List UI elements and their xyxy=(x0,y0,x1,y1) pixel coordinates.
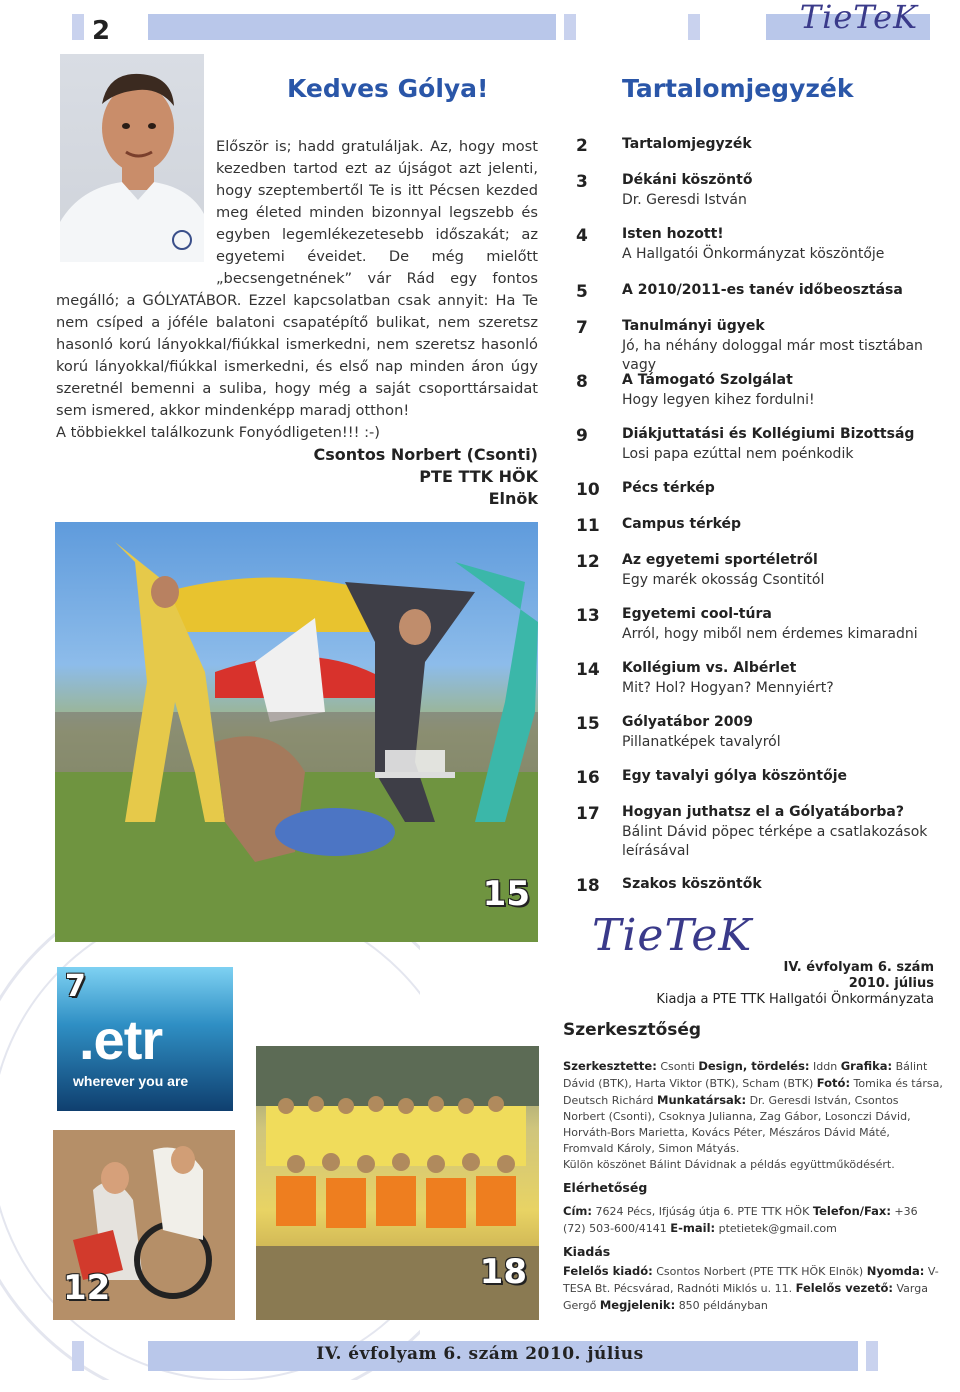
copies-value: 850 példányban xyxy=(678,1299,768,1312)
toc-title: Tartalomjegyzék xyxy=(622,74,854,103)
header-logo: TieTeK xyxy=(799,0,918,36)
toc-item-title: Gólyatábor 2009 xyxy=(622,714,754,730)
design-label: Design, tördelés: xyxy=(698,1059,810,1073)
issue-publisher: Kiadja a PTE TTK Hallgatói Önkormányzata xyxy=(656,992,934,1007)
toc-item-subtitle: Bálint Dávid pöpec térképe a csatlakozások leírásával xyxy=(622,824,928,859)
resp-editor-label: Felelős vezető: xyxy=(795,1281,894,1295)
toc-item-title: Tartalomjegyzék xyxy=(622,136,752,152)
toc-item-subtitle: Egy marék okosság Csontitól xyxy=(622,572,825,588)
address-label: Cím: xyxy=(563,1204,592,1218)
editorial-heading: Szerkesztőség xyxy=(563,1020,702,1040)
toc-page-number: 7 xyxy=(576,318,588,338)
staff-value: Dr. Geresdi István, Csontos Norbert (Csonti), Csoknya Julianna, Zag Gábor, Losonczi Dávid, Horváth-Bors Marietta, Kovács Péter, Mészáros Dávid Máté, Fromvald Károly, Simon Mátyás. xyxy=(563,1094,911,1155)
email-label: E-mail: xyxy=(670,1221,716,1235)
toc-page-number: 8 xyxy=(576,372,588,392)
signature-name: Csontos Norbert (Csonti) xyxy=(313,445,538,464)
etr-photo xyxy=(57,967,233,1111)
issue-info xyxy=(656,960,934,1008)
toc-page-number: 2 xyxy=(576,136,588,156)
toc-item-subtitle: Losi papa ezúttal nem poénkodik xyxy=(622,446,854,462)
toc-page-number: 3 xyxy=(576,172,588,192)
toc-page-number: 12 xyxy=(576,552,600,572)
toc-page-number: 5 xyxy=(576,282,588,302)
editor-value: Csonti xyxy=(660,1060,695,1073)
toc-page-number: 17 xyxy=(576,804,600,824)
phone-label: Telefon/Fax: xyxy=(812,1204,891,1218)
toc-item-subtitle: Mit? Hol? Hogyan? Mennyiért? xyxy=(622,680,834,696)
toc-page-number: 18 xyxy=(576,876,600,896)
contact-heading: Elérhetőség xyxy=(563,1180,648,1195)
toc-page-number: 14 xyxy=(576,660,600,680)
issue-date: 2010. július xyxy=(848,976,934,991)
toc-item-title: Pécs térkép xyxy=(622,480,715,496)
editor-label: Szerkesztette: xyxy=(563,1059,657,1073)
masthead-logo: TieTeK xyxy=(592,910,753,961)
toc-page-number: 11 xyxy=(576,516,600,536)
header-bar-right-small xyxy=(688,14,700,40)
issue-number: IV. évfolyam 6. szám xyxy=(783,960,934,975)
design-value: Iddn xyxy=(813,1060,838,1073)
photo-value: Tomika és társa, Deutsch Richárd xyxy=(563,1077,943,1107)
photo-label-7: 7 xyxy=(65,969,86,1004)
toc-item-subtitle: Dr. Geresdi István xyxy=(622,192,747,208)
printer-label: Nyomda: xyxy=(866,1264,925,1278)
toc-item-title: Campus térkép xyxy=(622,516,742,532)
header-bar-left-small xyxy=(72,14,84,40)
group-photo xyxy=(256,1046,539,1320)
toc-item-subtitle: Arról, hogy miből nem érdemes kimaradni xyxy=(622,626,918,642)
toc-item-subtitle: Jó, ha néhány dologgal már most tisztában vagy xyxy=(622,338,923,373)
toc-item-title: Egy tavalyi gólya köszöntője xyxy=(622,768,848,784)
publish-info xyxy=(563,1263,943,1314)
publisher-label: Felelős kiadó: xyxy=(563,1264,653,1278)
toc-item-title: Hogyan juthatsz el a Gólyatáborba? xyxy=(622,804,904,820)
header-bar-accent xyxy=(564,14,576,40)
toc-page-number: 15 xyxy=(576,714,600,734)
photo-label-18: 18 xyxy=(479,1252,527,1292)
toc-page-number: 13 xyxy=(576,606,600,626)
toc-item-subtitle: Hogy legyen kihez fordulni! xyxy=(622,392,815,408)
toc-item-title: Kollégium vs. Albérlet xyxy=(622,660,797,676)
intro-text xyxy=(56,136,538,444)
thanks-text: Külön köszönet Bálint Dávidnak a példás együttműködésért. xyxy=(563,1158,895,1171)
toc-page-number: 16 xyxy=(576,768,600,788)
footer-text: IV. évfolyam 6. szám 2010. július xyxy=(316,1344,644,1364)
toc-item-title: Az egyetemi sportéletről xyxy=(622,552,818,568)
toc-item-title: Egyetemi cool-túra xyxy=(622,606,772,622)
contact-info xyxy=(563,1203,943,1237)
toc-item-title: Isten hozott! xyxy=(622,226,724,242)
email-link[interactable]: ptetietek@gmail.com xyxy=(718,1222,837,1235)
toc-item-subtitle: Pillanatképek tavalyról xyxy=(622,734,781,750)
photo-label-15: 15 xyxy=(482,874,530,914)
toc-page-number: 4 xyxy=(576,226,588,246)
address-value: 7624 Pécs, Ifjúság útja 6. PTE TTK HÖK xyxy=(595,1205,810,1218)
gym-photo xyxy=(53,1130,235,1320)
etr-wordmark: .etr xyxy=(79,1008,163,1071)
portrait-text-wrap xyxy=(56,136,216,284)
toc-item-title: A 2010/2011-es tanév időbeosztása xyxy=(622,282,903,298)
toc-item-title: Dékáni köszöntő xyxy=(622,172,753,188)
toc-item-title: Szakos köszöntők xyxy=(622,876,762,892)
phone-value: +36 (72) 503-600/4141 xyxy=(563,1205,918,1235)
toc-item-subtitle: A Hallgatói Önkormányzat köszöntője xyxy=(622,246,885,262)
copies-label: Megjelenik: xyxy=(599,1298,676,1312)
festival-photo xyxy=(55,522,538,942)
photo-label-12: 12 xyxy=(63,1268,111,1308)
toc-page-number: 9 xyxy=(576,426,588,446)
toc-item-title: A Támogató Szolgálat xyxy=(622,372,793,388)
signature-org: PTE TTK HÖK xyxy=(419,467,538,486)
greeting-title: Kedves Gólya! xyxy=(287,74,489,103)
publisher-value: Csontos Norbert (PTE TTK HÖK Elnök) xyxy=(656,1265,864,1278)
resp-editor-value: Varga Gergő xyxy=(563,1282,928,1312)
printer-value: V-TESA Bt. Pécsvárad, Radnóti Miklós u. 11. xyxy=(563,1265,939,1295)
graphics-value: Bálint Dávid (BTK), Harta Viktor (BTK), Scham (BTK) xyxy=(563,1060,928,1090)
etr-tagline: wherever you are xyxy=(73,1073,189,1089)
toc-item-title: Diákjuttatási és Kollégiumi Bizottság xyxy=(622,426,915,442)
staff-label: Munkatársak: xyxy=(657,1093,747,1107)
toc-item-title: Tanulmányi ügyek xyxy=(622,318,765,334)
signature-role: Elnök xyxy=(488,489,538,508)
signature-block xyxy=(314,444,538,510)
header-bar-main xyxy=(148,14,556,40)
photo-label: Fotó: xyxy=(816,1076,851,1090)
intro-paragraph: Először is; hadd gratuláljak. Az, hogy most kezedben tartod ezt az újságot azt jelenti, hogy szeptembertől Te is itt Pécsen kezded meg életed minden bizonnyal legszebb és egyben legemlékezetesebb időszakát; az egyetemi éveidet. De még mielőtt „becsengetnének” vár Rád egy fontos megálló; a GÓLYATÁBOR. Ezzel kapcsolatban csak annyit: Ha Te nem csíped a jóféle balatoni csapatépítő bulikat, nem szeretsz hasonló korú lányokkal/fiúkkal ismerkedni, nem szeretsz hasonló korú lányokkal/fiúkkal ismerkedni, és első nap minden áron úgy szeretnél bemenni a suliba, hogy még a saját csoporttársaidat sem ismered, akkor mindenképp maradj otthon! xyxy=(56,138,538,419)
graphics-label: Grafika: xyxy=(840,1059,893,1073)
intro-closing: A többiekkel találkozunk Fonyódligeten!!! :-) xyxy=(56,424,380,441)
editorial-credits xyxy=(563,1058,943,1173)
publish-heading: Kiadás xyxy=(563,1244,611,1259)
page-number: 2 xyxy=(92,16,111,46)
toc-page-number: 10 xyxy=(576,480,600,500)
